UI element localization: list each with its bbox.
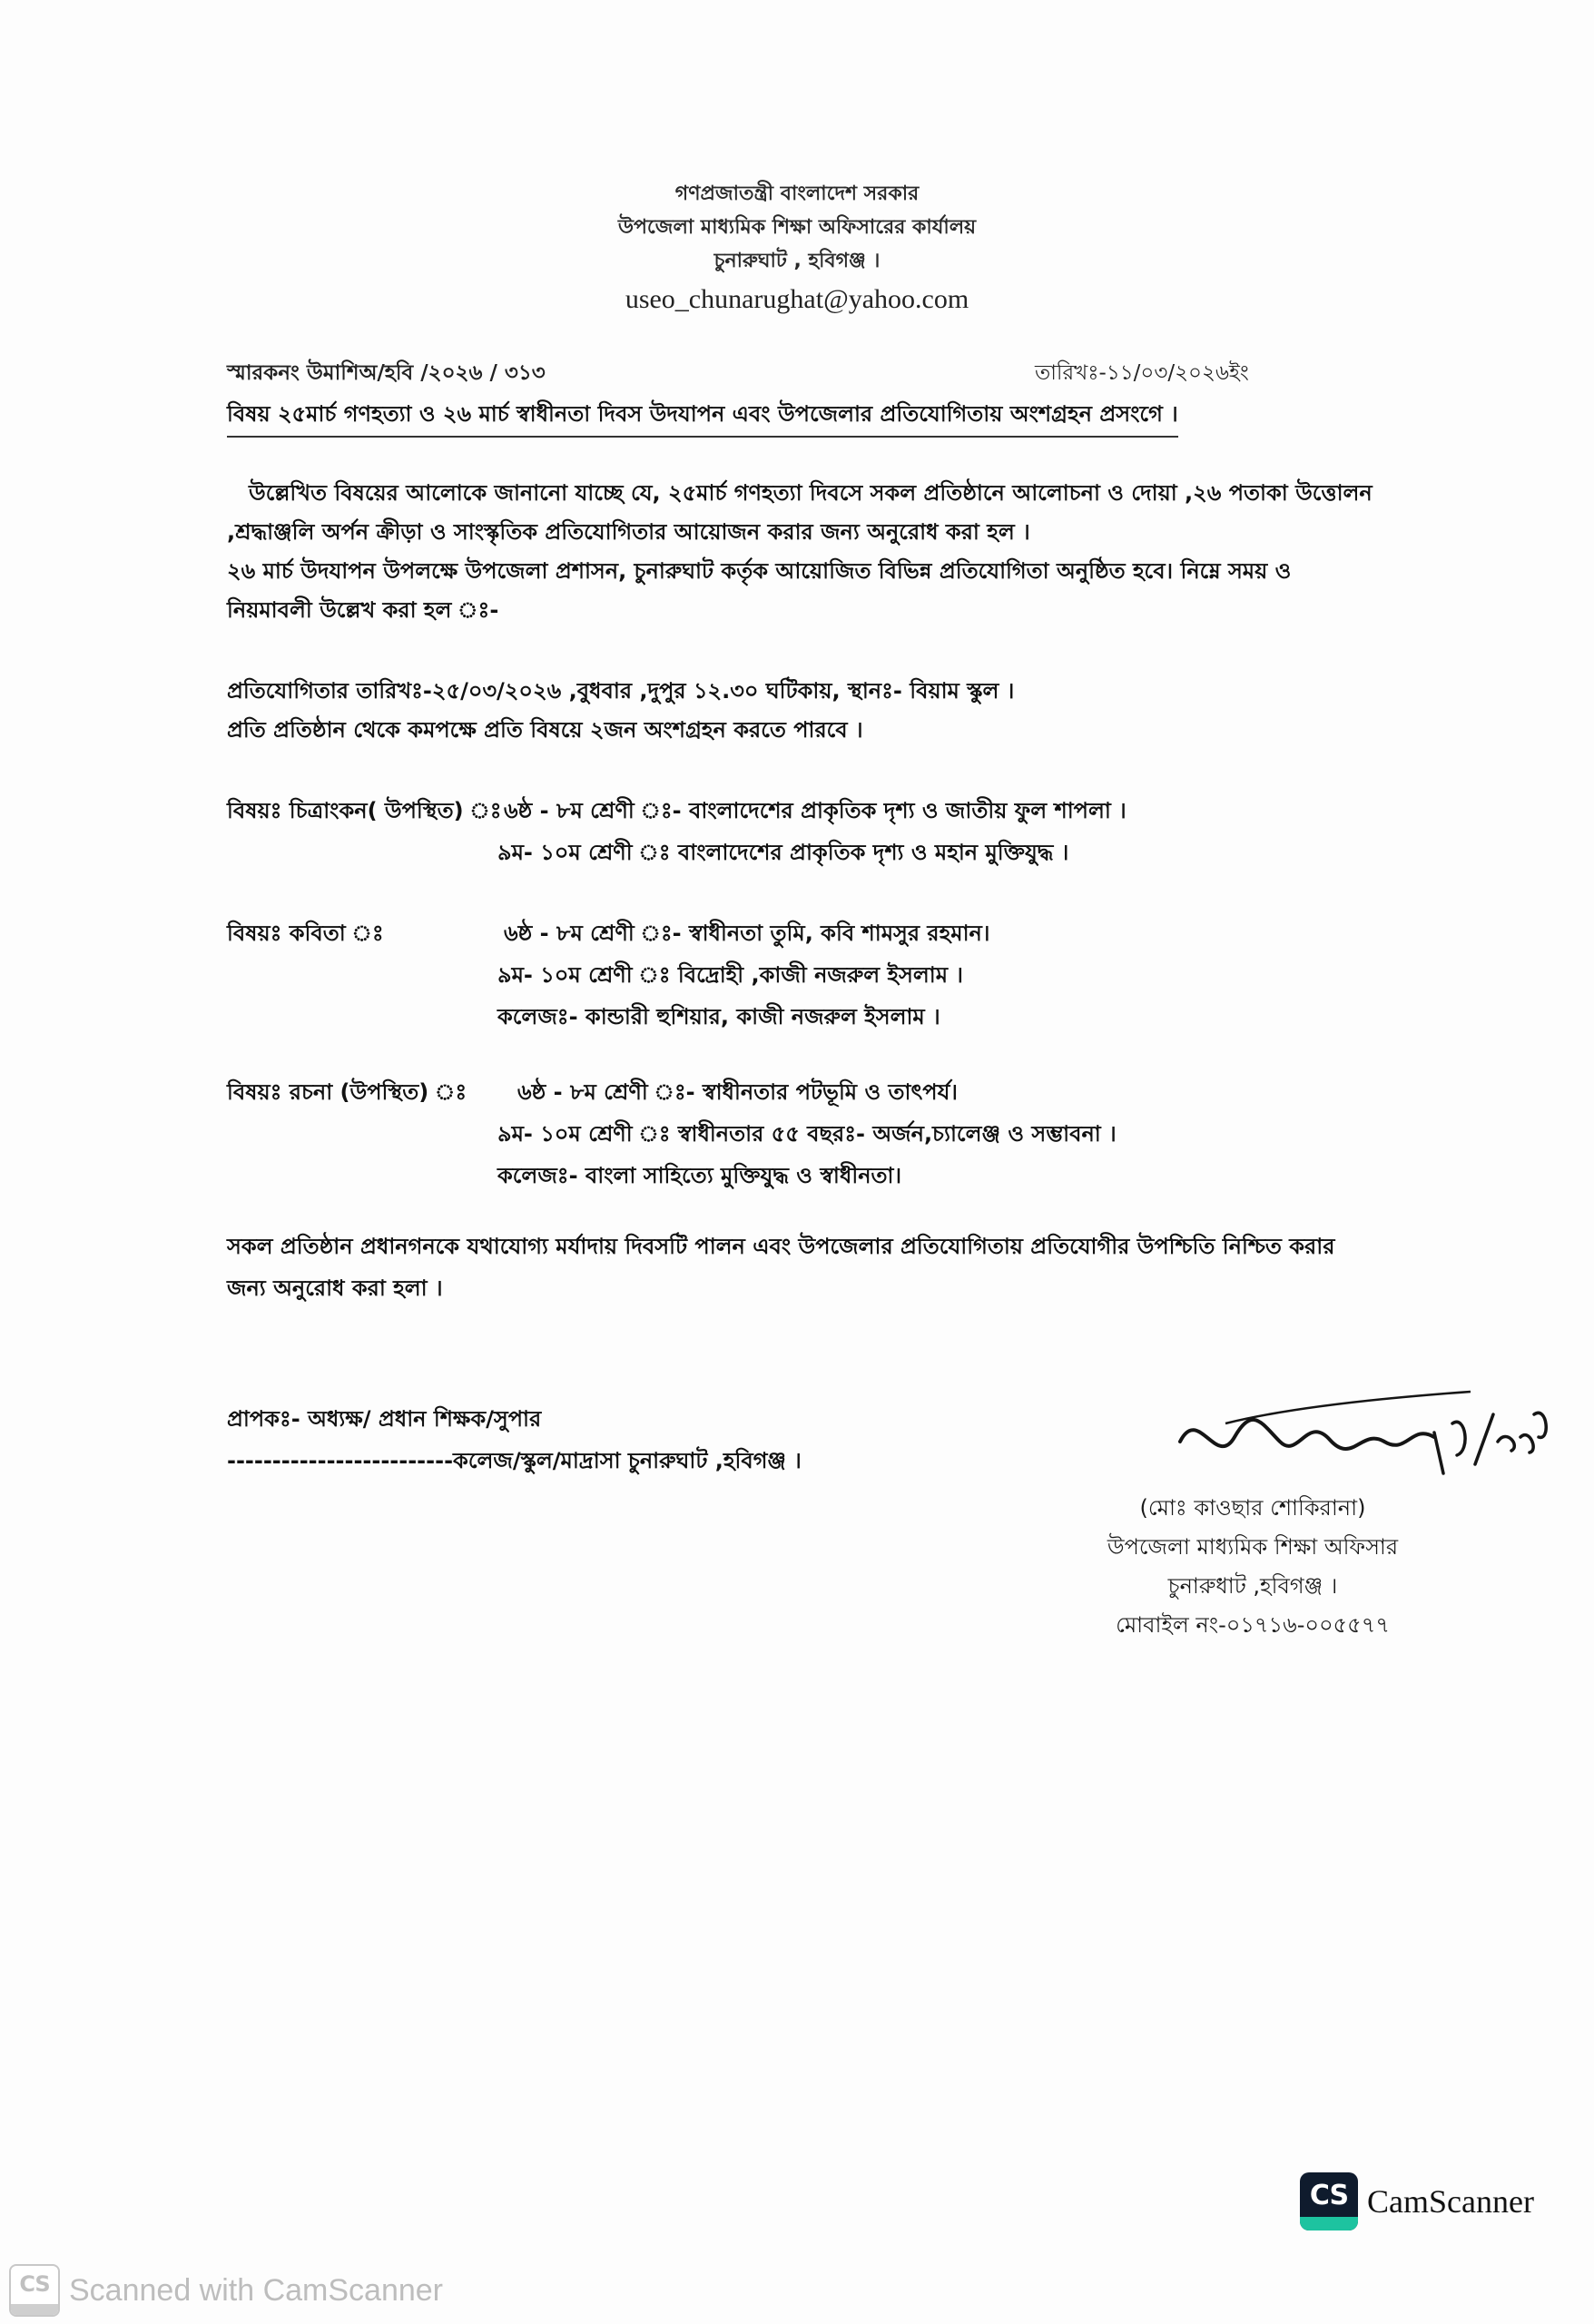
topic-row: কলেজঃ- কান্ডারী হুশিয়ার, কাজী নজরুল ইসলাম । [497,1004,940,1029]
body-line: ,শ্রদ্ধাঞ্জলি অর্পন ক্রীড়া ও সাংস্কৃতিক প্রতিযোগিতার আয়োজন করার জন্য অনুরোধ করা হল । [227,519,1030,545]
closing-line: জন্য অনুরোধ করা হলা । [227,1275,443,1301]
memo-number: স্মারকনং উমাশিঅ/হবি /২০২৬ / ৩১৩ [227,361,546,385]
signer-block [1071,1489,1434,1645]
closing-paragraph [227,1226,1507,1309]
recipient-institution: -------------------------কলেজ/স্কুল/মাদ্রাসা চুনারুঘাট ,হবিগঞ্জ । [227,1448,802,1473]
body-line: ২৬ মার্চ উদযাপন উপলক্ষে উপজেলা প্রশাসন, চুনারুঘাট কর্তৃক আয়োজিত বিভিন্ন প্রতিযোগিতা অনুষ্ঠিত হবে। নিম্নে সময় ও [227,558,1292,584]
letterhead [0,177,1594,320]
signer-name: (মোঃ কাওছার শোকিরানা) [1139,1495,1366,1521]
letter-date: তারিখঃ-১১/০৩/২০২৬ইং [1035,361,1249,385]
topic-label: বিষয়ঃ রচনা (উপস্থিত) ঃ [227,1079,467,1105]
contest-details [227,672,1014,750]
signature-flourish [1225,1392,1471,1423]
topic-row: ৬ষ্ঠ - ৮ম শ্রেণী ঃ- স্বাধীনতা তুমি, কবি শামসুর রহমান। [504,921,990,946]
closing-line: সকল প্রতিষ্ঠান প্রধানগনকে যথাযোগ্য মর্যাদায় দিবসটি পালন এবং উপজেলার প্রতিযোগিতায় প্রতিযোগীর উপশ্চিতি নিশ্চিত করার [227,1234,1335,1259]
contest-participation: প্রতি প্রতিষ্ঠান থেকে কমপক্ষে প্রতি বিষয়ে ২জন অংশগ্রহন করতে পারবে । [227,717,863,743]
office-location: চুনারুঘাট , হবিগঞ্জ । [713,250,881,272]
body-line: নিয়মাবলী উল্লেখ করা হল ঃ- [227,597,499,623]
topic-row: ৬ষ্ঠ - ৮ম শ্রেণী ঃ- বাংলাদেশের প্রাকৃতিক দৃশ্য ও জাতীয় ফুল শাপলা । [504,798,1127,823]
subject-line: বিষয় ২৫মার্চ গণহত্যা ও ২৬ মার্চ স্বাধীনতা দিবস উদযাপন এবং উপজেলার প্রতিযোগিতায় অংশগ্রহন প্রসংগে । [227,398,1178,438]
topic-row: ৯ম- ১০ম শ্রেণী ঃ বাংলাদেশের প্রাকৃতিক দৃশ্য ও মহান মুক্তিযুদ্ধ । [497,840,1069,865]
government-name: গণপ্রজাতন্ত্রী বাংলাদেশ সরকার [674,182,920,205]
recipient-title: প্রাপকঃ- অধ্যক্ষ/ প্রধান শিক্ষক/সুপার [227,1406,542,1432]
signature-date-stroke [1434,1413,1546,1473]
recipient-block [227,1398,802,1482]
topic-label: বিষয়ঃ চিত্রাংকন( উপস্থিত) ঃ [227,798,502,823]
topic-row: কলেজঃ- বাংলা সাহিত্যে মুক্তিযুদ্ধ ও স্বাধীনতা। [497,1163,902,1188]
camscanner-brand: CamScanner [1367,2183,1534,2220]
camscanner-watermark-icon: CS [9,2264,60,2317]
topic-row: ৯ম- ১০ম শ্রেণী ঃ স্বাধীনতার ৫৫ বছরঃ- অর্জন,চ্যালেঞ্জ ও সম্ভাবনা । [497,1121,1117,1147]
signer-mobile: মোবাইল নং-০১৭১৬-০০৫৫৭৭ [1116,1612,1390,1638]
handwritten-signature [1171,1387,1552,1487]
topic-label: বিষয়ঃ কবিতা ঃ [227,921,384,946]
contest-date-venue: প্রতিযোগিতার তারিখঃ-২৫/০৩/২০২৬ ,বুধবার ,দুপুর ১২.৩০ ঘটিকায়, স্থানঃ- বিয়াম স্কুল । [227,678,1015,704]
signer-designation: উপজেলা মাধ্যমিক শিক্ষা অফিসার [1107,1534,1399,1560]
watermark-text: Scanned with CamScanner [69,2272,444,2308]
topic-row: ৯ম- ১০ম শ্রেণী ঃ বিদ্রোহী ,কাজী নজরুল ইসলাম । [497,962,963,988]
camscanner-watermark [9,2264,443,2317]
signature-stroke [1180,1420,1434,1449]
body-paragraph [227,474,1498,630]
office-email: useo_chunarughat@yahoo.com [625,284,969,314]
signer-location: চুনারুধাট ,হবিগঞ্জ । [1167,1573,1338,1599]
body-line: উল্লেখিত বিষয়ের আলোকে জানানো যাচ্ছে যে, ২৫মার্চ গণহত্যা দিবসে সকল প্রতিষ্ঠানে আলোচনা ও দোয়া ,২৬ পতাকা উত্তোলন [249,480,1373,506]
camscanner-badge-icon: CS [1300,2172,1358,2230]
office-name: উপজেলা মাধ্যমিক শিক্ষা অফিসারের কার্যালয় [617,216,977,239]
camscanner-logo [1300,2172,1534,2230]
topic-row: ৬ষ্ঠ - ৮ম শ্রেণী ঃ- স্বাধীনতার পটভূমি ও তাৎপর্য। [517,1079,959,1105]
